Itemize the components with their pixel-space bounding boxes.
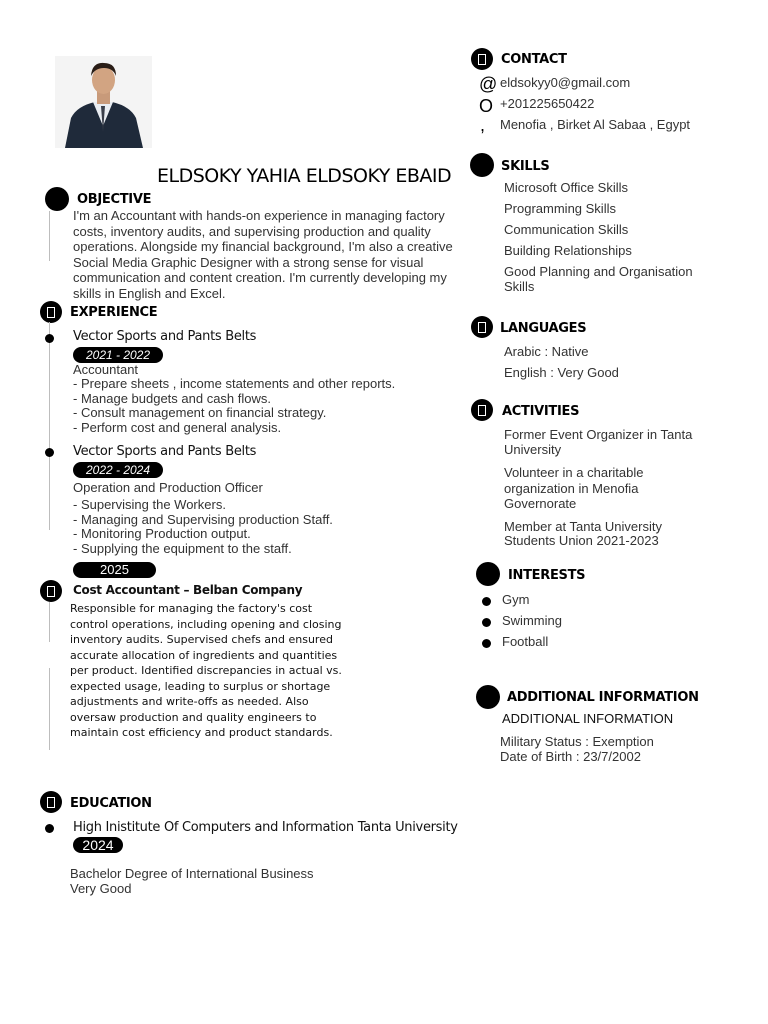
language-item: English : Very Good [504, 365, 619, 380]
graduation-cap-icon [40, 791, 62, 813]
job-2-duties: - Supervising the Workers. - Managing and Supervising production Staff. - Monitoring Production output. - Supplying the equipment to the staff. [73, 497, 333, 556]
skill-item: Programming Skills [504, 201, 616, 216]
objective-text: I'm an Accountant with hands-on experience in managing factory costs, inventory audits, and supervising production and quality operations. Alongside my financial background, I'm also a creative Social Media Graphic Designer with a strong sense for visual communication and content creation. I'm currently developing my skills in English and Excel. [73, 208, 453, 301]
full-name: ELDSOKY YAHIA ELDSOKY EBAID [157, 165, 452, 187]
job-2-marker [45, 448, 54, 457]
interest-item: Gym [502, 592, 530, 607]
skill-item: Good Planning and Organisation Skills [504, 264, 693, 294]
job-1-role: Accountant [73, 362, 139, 377]
skill-item: Communication Skills [504, 222, 629, 237]
education-marker [45, 824, 54, 833]
job-1-duties: - Prepare sheets , income statements and other reports. - Manage budgets and cash flows. - Consult management on financial strategy. - Perform cost and general analysis. [73, 376, 396, 435]
job-3-company: Cost Accountant – Belban Company [73, 583, 303, 597]
email-icon: @ [479, 74, 498, 94]
skills-title: SKILLS [501, 159, 550, 174]
experience-title: EXPERIENCE [70, 305, 158, 320]
briefcase-icon [40, 301, 62, 323]
contact-title: CONTACT [501, 52, 567, 67]
interests-title: INTERESTS [508, 568, 586, 583]
additional-info-text: Military Status : Exemption Date of Birth : 23/7/2002 [500, 734, 654, 764]
interest-bullet [482, 597, 491, 606]
objective-line [49, 211, 50, 261]
job-1-company: Vector Sports and Pants Belts [73, 329, 257, 344]
objective-title: OBJECTIVE [77, 192, 152, 207]
education-year: 2024 [73, 837, 123, 853]
interest-item: Swimming [502, 613, 562, 628]
job-3-description: Responsible for managing the factory's cost control operations, including opening and closing inventory audits. Supervised chefs and ensured accurate allocation of ingredients and quantities per product. Identified discrepancies in actual vs. expected usage, leading to surplus or shortage adjustments and write-offs as needed. Also oversaw production and quality engineers to maintain cost efficiency and product standards. [70, 602, 342, 739]
experience-timeline [49, 322, 50, 530]
job-3-line-top [49, 602, 50, 642]
interest-bullet [482, 639, 491, 648]
interests-marker [476, 562, 500, 586]
skill-item: Microsoft Office Skills [504, 180, 629, 195]
language-item: Arabic : Native [504, 344, 589, 359]
job-1-period: 2021 - 2022 [73, 347, 163, 363]
job-3-line-bottom [49, 668, 50, 750]
contact-icon [471, 48, 493, 70]
contact-email: eldsokyy0@gmail.com [500, 75, 631, 90]
activities-icon [471, 399, 493, 421]
education-details: Bachelor Degree of International Business Very Good [70, 866, 314, 896]
job-1-marker [45, 334, 54, 343]
skills-marker [470, 153, 494, 177]
objective-marker [45, 187, 69, 211]
profile-photo [55, 56, 152, 148]
activity-item: Former Event Organizer in Tanta University [504, 427, 693, 457]
activities-title: ACTIVITIES [502, 404, 580, 419]
interest-bullet [482, 618, 491, 627]
education-school: High Inistitute Of Computers and Information Tanta University [73, 820, 458, 835]
briefcase-icon [40, 580, 62, 602]
additional-info-title: ADDITIONAL INFORMATION [507, 690, 699, 705]
activity-item: Member at Tanta University Students Union 2021-2023 [504, 518, 662, 548]
languages-title: LANGUAGES [500, 321, 587, 336]
skill-item: Building Relationships [504, 243, 632, 258]
location-icon: , [480, 115, 486, 135]
job-2-role: Operation and Production Officer [73, 480, 263, 495]
skills-list [504, 181, 734, 294]
additional-info-marker [476, 685, 500, 709]
contact-phone: +201225650422 [500, 96, 595, 111]
contact-address: Menofia , Birket Al Sabaa , Egypt [500, 117, 691, 132]
activities-list [504, 428, 724, 549]
interest-item: Football [502, 634, 549, 649]
languages-icon [471, 316, 493, 338]
additional-info-subtitle: ADDITIONAL INFORMATION [502, 711, 674, 726]
phone-icon: O [479, 96, 494, 116]
job-2-company: Vector Sports and Pants Belts [73, 444, 257, 459]
activity-item: Volunteer in a charitable organization in Menofia Governorate [504, 465, 644, 511]
education-title: EDUCATION [70, 796, 152, 811]
job-2-period: 2022 - 2024 [73, 462, 163, 478]
languages-list [504, 345, 619, 381]
person-avatar-icon [55, 56, 152, 148]
job-3-period: 2025 [73, 562, 156, 578]
